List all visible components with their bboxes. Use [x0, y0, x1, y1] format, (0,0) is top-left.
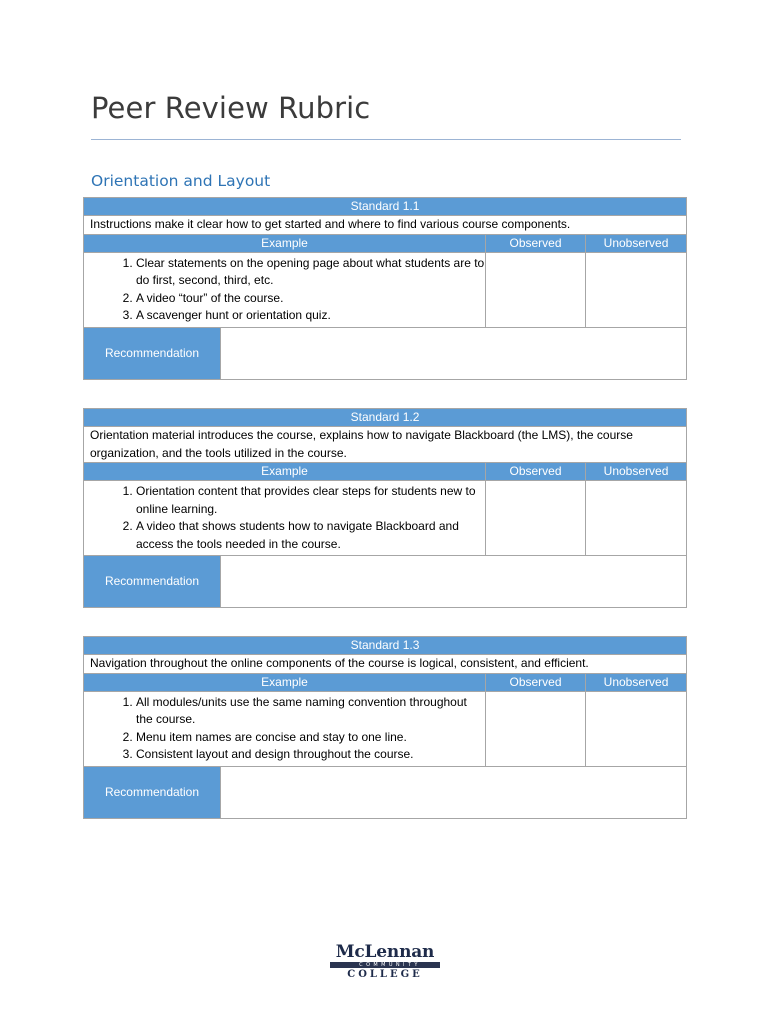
- title-divider: [91, 139, 681, 140]
- logo-name: McLennan: [335, 942, 435, 962]
- unobserved-cell[interactable]: [586, 252, 687, 327]
- example-item: 1. Orientation content that provides clear steps for students new to online learning.: [136, 483, 485, 518]
- section-heading: Orientation and Layout: [91, 172, 271, 190]
- recommendation-field[interactable]: [221, 766, 687, 818]
- standard-description: Orientation material introduces the course, explains how to navigate Blackboard (the LMS), the course organization, and the tools utilized in the course.: [84, 427, 687, 463]
- page-title: Peer Review Rubric: [91, 91, 371, 125]
- unobserved-cell[interactable]: [586, 691, 687, 766]
- standard-table: [83, 636, 687, 819]
- standard-table: [83, 197, 687, 380]
- recommendation-field[interactable]: [221, 556, 687, 608]
- recommendation-label: Recommendation: [84, 327, 221, 379]
- example-column-header: Example: [84, 673, 486, 691]
- examples-list: [84, 253, 485, 327]
- examples-list: [84, 481, 485, 555]
- observed-column-header: Observed: [486, 673, 586, 691]
- example-item: 1. All modules/units use the same naming convention throughout the course.: [136, 694, 485, 729]
- example-column-header: Example: [84, 234, 486, 252]
- examples-list: [84, 692, 485, 766]
- logo-band-text: COMMUNITY: [359, 962, 421, 968]
- logo-subtitle: COLLEGE: [347, 969, 423, 980]
- standard-header: Standard 1.2: [84, 409, 687, 427]
- unobserved-column-header: Unobserved: [586, 673, 687, 691]
- standard-description: Navigation throughout the online components of the course is logical, consistent, and efficient.: [84, 655, 687, 674]
- examples-cell: [84, 691, 486, 766]
- observed-column-header: Observed: [486, 463, 586, 481]
- examples-cell: [84, 481, 486, 556]
- recommendation-label: Recommendation: [84, 556, 221, 608]
- college-logo: [330, 944, 440, 980]
- standard-header: Standard 1.3: [84, 637, 687, 655]
- standard-table: [83, 408, 687, 608]
- example-item: 2. Menu item names are concise and stay to one line.: [136, 729, 485, 747]
- recommendation-field[interactable]: [221, 327, 687, 379]
- observed-cell[interactable]: [486, 481, 586, 556]
- recommendation-label: Recommendation: [84, 766, 221, 818]
- unobserved-cell[interactable]: [586, 481, 687, 556]
- example-item: 2. A video “tour” of the course.: [136, 290, 485, 308]
- logo-band: [330, 962, 440, 968]
- unobserved-column-header: Unobserved: [586, 234, 687, 252]
- observed-column-header: Observed: [486, 234, 586, 252]
- standard-header: Standard 1.1: [84, 198, 687, 216]
- observed-cell[interactable]: [486, 252, 586, 327]
- unobserved-column-header: Unobserved: [586, 463, 687, 481]
- example-item: 3. A scavenger hunt or orientation quiz.: [136, 307, 485, 325]
- example-item: 2. A video that shows students how to navigate Blackboard and access the tools needed in the course.: [136, 518, 485, 553]
- observed-cell[interactable]: [486, 691, 586, 766]
- example-item: 1. Clear statements on the opening page about what students are to do first, second, third, etc.: [136, 255, 485, 290]
- standard-description: Instructions make it clear how to get started and where to find various course components.: [84, 216, 687, 235]
- example-column-header: Example: [84, 463, 486, 481]
- example-item: 3. Consistent layout and design throughout the course.: [136, 746, 485, 764]
- examples-cell: [84, 252, 486, 327]
